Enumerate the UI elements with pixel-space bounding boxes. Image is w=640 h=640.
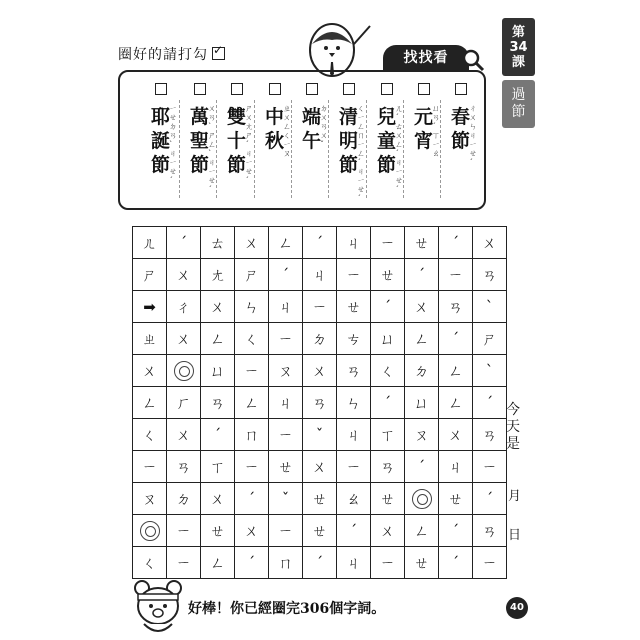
checkbox-example-icon	[212, 47, 225, 60]
date-label: 今天是	[506, 402, 520, 452]
grid-cell[interactable]: ㄨ	[201, 483, 235, 515]
grid-cell[interactable]: ㄧ	[473, 547, 507, 579]
festival-item: 清明節 ㄑㄧㄥ ㄇㄧㄥˊ ㄐㄧㄝˊ	[330, 72, 367, 208]
grid-cell[interactable]: ㄥ	[201, 547, 235, 579]
grid-cell[interactable]: ㄝ	[405, 547, 439, 579]
grid-cell[interactable]: ˊ	[235, 483, 269, 515]
grid-cell[interactable]: ㄝ	[371, 483, 405, 515]
grid-cell[interactable]: ㄨ	[167, 419, 201, 451]
grid-cell[interactable]: ㄦ	[133, 227, 167, 259]
page-number: 40	[506, 597, 528, 619]
checkbox[interactable]	[455, 83, 467, 95]
grid-cell[interactable]: ㄘ	[337, 323, 371, 355]
checkbox[interactable]	[269, 83, 281, 95]
grid-cell[interactable]: ㄨ	[405, 291, 439, 323]
festival-item: 春節 ㄔㄨㄣ ㄐㄧㄝˊ	[442, 72, 479, 208]
grid-cell[interactable]: ㄥ	[405, 323, 439, 355]
checkbox[interactable]	[381, 83, 393, 95]
grid-cell[interactable]: ˋ	[473, 355, 507, 387]
checkbox[interactable]	[343, 83, 355, 95]
grid-cell[interactable]: ㄐ	[337, 227, 371, 259]
grid-row	[133, 387, 507, 419]
grid-cell[interactable]: ㄝ	[303, 483, 337, 515]
grid-cell[interactable]: ㄥ	[439, 387, 473, 419]
grid-cell[interactable]: ㄑ	[133, 419, 167, 451]
checkbox[interactable]	[155, 83, 167, 95]
grid-cell[interactable]: ˇ	[303, 419, 337, 451]
festival-item: 萬聖節 ㄨㄢˋ ㄕㄥˋ ㄐㄧㄝˊ	[181, 72, 218, 208]
grid-cell[interactable]: ㄨ	[167, 259, 201, 291]
grid-cell[interactable]: ˊ	[303, 547, 337, 579]
festival-item: 中秋 ㄓㄨㄥ ㄑㄧㄡ	[256, 72, 293, 208]
grid-cell[interactable]: ㄉ	[303, 323, 337, 355]
grid-row	[133, 355, 507, 387]
checkbox[interactable]	[194, 83, 206, 95]
grid-cell[interactable]	[405, 483, 439, 515]
festival-item: 雙十節 ㄕㄨㄤ ㄕˊ ㄐㄧㄝˊ	[218, 72, 255, 208]
grid-cell[interactable]: ㄉ	[405, 355, 439, 387]
festival-item: 耶誕節 ㄧㄝ ㄉㄢˋ ㄐㄧㄝˊ	[142, 72, 179, 208]
footer-message: 好棒！你已經圈完306個字詞。	[188, 601, 386, 617]
grid-cell[interactable]: ˊ	[473, 483, 507, 515]
start-arrow-icon[interactable]: ➡	[133, 291, 167, 323]
grid-cell[interactable]: ㄧ	[167, 547, 201, 579]
grid-cell[interactable]: ˊ	[405, 259, 439, 291]
grid-cell[interactable]	[167, 355, 201, 387]
lion-icon	[140, 521, 160, 541]
grid-cell[interactable]: ㄑ	[235, 323, 269, 355]
grid-cell[interactable]: ˊ	[371, 387, 405, 419]
grid-cell[interactable]: ㄕ	[473, 323, 507, 355]
grid-cell[interactable]: ㄡ	[133, 483, 167, 515]
festival-word-panel	[118, 70, 486, 210]
grid-cell[interactable]: ㄢ	[201, 387, 235, 419]
grid-cell[interactable]: ㄨ	[235, 227, 269, 259]
grid-cell[interactable]: ㄡ	[269, 355, 303, 387]
grid-row	[133, 323, 507, 355]
grid-cell[interactable]: ㄉ	[167, 483, 201, 515]
grid-cell[interactable]: ㄧ	[303, 291, 337, 323]
grid-cell[interactable]: ㄩ	[371, 323, 405, 355]
grid-cell[interactable]: ㄨ	[473, 227, 507, 259]
grid-cell[interactable]: ㄡ	[405, 419, 439, 451]
grid-cell[interactable]: ˊ	[439, 515, 473, 547]
grid-cell[interactable]: ㄔ	[167, 291, 201, 323]
lesson-label-top: 第	[511, 24, 525, 40]
checkbox[interactable]	[231, 83, 243, 95]
grid-cell[interactable]: ㄧ	[337, 259, 371, 291]
grid-row	[133, 419, 507, 451]
grid-cell[interactable]: ˊ	[235, 547, 269, 579]
grid-cell[interactable]: ㄢ	[473, 419, 507, 451]
grid-cell[interactable]: ㄒ	[201, 451, 235, 483]
grid-row	[133, 259, 507, 291]
grid-cell[interactable]: ㄤ	[201, 259, 235, 291]
grid-cell[interactable]: ˊ	[337, 515, 371, 547]
grid-cell[interactable]: ㄧ	[439, 259, 473, 291]
grid-cell[interactable]: ㄐ	[337, 547, 371, 579]
grid-cell[interactable]: ˊ	[167, 227, 201, 259]
grid-cell[interactable]: ˊ	[439, 227, 473, 259]
grid-cell[interactable]: ㄝ	[439, 483, 473, 515]
grid-cell[interactable]: ˊ	[201, 419, 235, 451]
grid-cell[interactable]: ㄨ	[303, 355, 337, 387]
grid-row	[133, 451, 507, 483]
grid-row	[133, 483, 507, 515]
grid-cell[interactable]: ㄢ	[439, 291, 473, 323]
grid-cell[interactable]: ㄝ	[337, 291, 371, 323]
grid-cell[interactable]: ㄨ	[303, 451, 337, 483]
grid-cell[interactable]: ㄧ	[269, 323, 303, 355]
grid-cell[interactable]: ㄧ	[235, 451, 269, 483]
grid-cell[interactable]: ㄊ	[201, 227, 235, 259]
grid-cell[interactable]	[133, 515, 167, 547]
month-label: 月	[508, 489, 522, 504]
grid-cell[interactable]: ˊ	[439, 323, 473, 355]
grid-cell[interactable]: ㄧ	[337, 451, 371, 483]
lesson-number: 34	[509, 39, 528, 55]
grid-cell[interactable]: ㄨ	[133, 355, 167, 387]
instruction-text: 圈好的請打勾✓	[118, 44, 225, 64]
grid-cell[interactable]: ㄝ	[303, 515, 337, 547]
grid-cell[interactable]: ㄕ	[133, 259, 167, 291]
grid-cell[interactable]: ˊ	[405, 451, 439, 483]
day-label: 日	[508, 528, 522, 543]
lion-icon	[412, 489, 432, 509]
grid-cell[interactable]: ˊ	[303, 227, 337, 259]
grid-cell[interactable]: ㄨ	[439, 419, 473, 451]
grid-cell[interactable]: ˊ	[371, 291, 405, 323]
grid-cell[interactable]: ㄨ	[201, 291, 235, 323]
grid-cell[interactable]: ㄧ	[167, 515, 201, 547]
grid-cell[interactable]: ㄥ	[405, 515, 439, 547]
grid-cell[interactable]: ˇ	[269, 483, 303, 515]
zhuyin-word-search-grid	[132, 226, 507, 579]
grid-cell[interactable]: ㄥ	[133, 387, 167, 419]
grid-cell[interactable]: ㄝ	[405, 227, 439, 259]
grid-cell[interactable]: ㄧ	[269, 515, 303, 547]
grid-cell[interactable]: ㄧ	[235, 355, 269, 387]
grid-cell[interactable]: ㄝ	[269, 451, 303, 483]
grid-cell[interactable]: ㄧ	[133, 451, 167, 483]
grid-cell[interactable]: ㄢ	[337, 355, 371, 387]
find-tab: 找找看	[383, 45, 469, 71]
grid-cell[interactable]: ㄐ	[269, 387, 303, 419]
grid-cell[interactable]: ㄢ	[473, 515, 507, 547]
grid-cell[interactable]: ㄧ	[371, 547, 405, 579]
grid-cell[interactable]: ㄐ	[337, 419, 371, 451]
festival-item: 端午 ㄉㄨㄢ ㄨˇ	[293, 72, 330, 208]
lesson-tab	[502, 18, 535, 76]
checkbox[interactable]	[418, 83, 430, 95]
grid-cell[interactable]: ㄢ	[167, 451, 201, 483]
grid-cell[interactable]: ㄐ	[303, 259, 337, 291]
grid-cell[interactable]: ㄩ	[405, 387, 439, 419]
grid-cell[interactable]: ˊ	[473, 387, 507, 419]
grid-cell[interactable]: ㄝ	[371, 259, 405, 291]
grid-cell[interactable]: ㄇ	[235, 419, 269, 451]
grid-cell[interactable]: ㄥ	[235, 387, 269, 419]
grid-cell[interactable]: ㄧ	[473, 451, 507, 483]
grid-cell[interactable]: ㄝ	[201, 515, 235, 547]
magnifier-icon	[461, 48, 485, 72]
bear-mascot-icon	[130, 576, 186, 638]
grid-cell[interactable]: ㄕ	[235, 259, 269, 291]
grid-cell[interactable]: ㄓ	[133, 323, 167, 355]
lesson-subtitle: 過 節	[502, 80, 535, 128]
grid-cell[interactable]: ㄠ	[337, 483, 371, 515]
grid-cell[interactable]: ˋ	[473, 291, 507, 323]
grid-cell[interactable]: ㄧ	[371, 227, 405, 259]
grid-cell[interactable]: ㄣ	[235, 291, 269, 323]
grid-cell[interactable]: ㄢ	[303, 387, 337, 419]
grid-cell[interactable]: ㄧ	[269, 419, 303, 451]
grid-cell[interactable]: ㄒ	[371, 419, 405, 451]
lesson-label-bottom: 課	[511, 54, 525, 70]
grid-cell[interactable]: ㄐ	[439, 451, 473, 483]
grid-cell[interactable]: ㄢ	[473, 259, 507, 291]
grid-row	[133, 227, 507, 259]
grid-cell[interactable]: ˊ	[269, 259, 303, 291]
grid-row	[133, 547, 507, 579]
grid-cell[interactable]: ㄇ	[269, 547, 303, 579]
grid-row	[133, 515, 507, 547]
festival-item: 兒童節 ㄦˊ ㄊㄨㄥˊ ㄐㄧㄝˊ	[368, 72, 405, 208]
grid-cell[interactable]: ㄥ	[269, 227, 303, 259]
grid-cell[interactable]: ㄑ	[371, 355, 405, 387]
lion-icon	[174, 361, 194, 381]
grid-cell[interactable]: ㄥ	[201, 323, 235, 355]
grid-cell[interactable]: ㄏ	[167, 387, 201, 419]
grid-cell[interactable]: ㄐ	[269, 291, 303, 323]
grid-cell[interactable]: ㄥ	[439, 355, 473, 387]
grid-cell[interactable]: ㄣ	[337, 387, 371, 419]
festival-item: 元宵 ㄩㄢˊ ㄒㄧㄠ	[405, 72, 442, 208]
checkbox[interactable]	[306, 83, 318, 95]
grid-cell[interactable]: ㄑ	[133, 547, 167, 579]
grid-cell[interactable]: ㄢ	[371, 451, 405, 483]
grid-row	[133, 291, 507, 323]
grid-cell[interactable]: ㄨ	[371, 515, 405, 547]
grid-cell[interactable]: ˊ	[439, 547, 473, 579]
grid-cell[interactable]: ㄨ	[167, 323, 201, 355]
grid-cell[interactable]: ㄩ	[201, 355, 235, 387]
grid-cell[interactable]: ㄨ	[235, 515, 269, 547]
